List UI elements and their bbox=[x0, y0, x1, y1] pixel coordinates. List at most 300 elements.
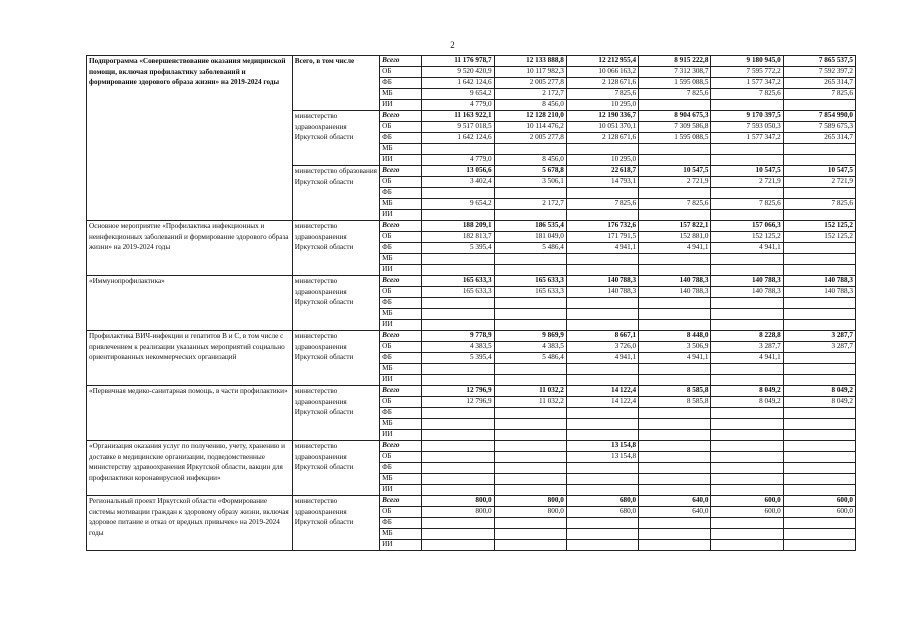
amount-cell bbox=[639, 463, 711, 474]
amount-cell bbox=[566, 309, 638, 320]
amount-cell: 265 314,7 bbox=[783, 78, 855, 89]
program-name: «Иммунопрофилактика» bbox=[87, 276, 293, 331]
amount-cell bbox=[783, 320, 855, 331]
amount-cell bbox=[639, 419, 711, 430]
amount-cell: 10 547,5 bbox=[639, 166, 711, 177]
funding-source: МБ bbox=[380, 254, 422, 265]
amount-cell bbox=[711, 540, 783, 551]
amount-cell bbox=[783, 155, 855, 166]
amount-cell: 7 593 050,3 bbox=[711, 122, 783, 133]
amount-cell: 7 865 537,5 bbox=[783, 56, 855, 67]
amount-cell bbox=[711, 210, 783, 221]
amount-cell bbox=[783, 430, 855, 441]
amount-cell bbox=[711, 474, 783, 485]
amount-cell: 13 154,8 bbox=[566, 452, 638, 463]
amount-cell bbox=[422, 375, 494, 386]
amount-cell bbox=[783, 474, 855, 485]
amount-cell: 182 813,7 bbox=[422, 232, 494, 243]
amount-cell: 5 486,4 bbox=[494, 353, 566, 364]
amount-cell: 14 122,4 bbox=[566, 397, 638, 408]
amount-cell: 3 287,7 bbox=[783, 331, 855, 342]
amount-cell: 5 486,4 bbox=[494, 243, 566, 254]
amount-cell: 14 122,4 bbox=[566, 386, 638, 397]
amount-cell: 8 915 222,8 bbox=[639, 56, 711, 67]
amount-cell bbox=[494, 210, 566, 221]
amount-cell bbox=[783, 463, 855, 474]
amount-cell bbox=[422, 364, 494, 375]
amount-cell: 265 314,7 bbox=[783, 133, 855, 144]
amount-cell: 10 295,0 bbox=[566, 155, 638, 166]
responsible-executor: министерство образования Иркутской области bbox=[292, 166, 379, 221]
table-row bbox=[87, 56, 856, 67]
amount-cell bbox=[783, 210, 855, 221]
amount-cell: 1 642 124,6 bbox=[422, 133, 494, 144]
funding-source: ИИ bbox=[380, 485, 422, 496]
funding-source: ИИ bbox=[380, 265, 422, 276]
amount-cell: 10 117 982,3 bbox=[494, 67, 566, 78]
responsible-executor: Всего, в том числе bbox=[292, 56, 379, 111]
amount-cell: 14 793,1 bbox=[566, 177, 638, 188]
amount-cell: 4 779,0 bbox=[422, 100, 494, 111]
amount-cell: 140 788,3 bbox=[639, 287, 711, 298]
amount-cell bbox=[494, 463, 566, 474]
amount-cell: 140 788,3 bbox=[783, 287, 855, 298]
amount-cell: 152 125,2 bbox=[711, 232, 783, 243]
amount-cell bbox=[711, 188, 783, 199]
amount-cell: 3 287,7 bbox=[783, 342, 855, 353]
amount-cell bbox=[783, 243, 855, 254]
table-row bbox=[87, 386, 856, 397]
funding-source: ИИ bbox=[380, 100, 422, 111]
amount-cell: 2 128 671,6 bbox=[566, 133, 638, 144]
amount-cell: 1 577 347,2 bbox=[711, 78, 783, 89]
amount-cell bbox=[783, 419, 855, 430]
amount-cell: 10 051 370,1 bbox=[566, 122, 638, 133]
amount-cell: 4 941,1 bbox=[566, 353, 638, 364]
amount-cell: 8 049,2 bbox=[783, 386, 855, 397]
funding-source: ФБ bbox=[380, 518, 422, 529]
amount-cell bbox=[711, 265, 783, 276]
amount-cell bbox=[422, 320, 494, 331]
funding-source: Всего bbox=[380, 276, 422, 287]
amount-cell: 5 395,4 bbox=[422, 243, 494, 254]
amount-cell bbox=[494, 309, 566, 320]
amount-cell bbox=[494, 441, 566, 452]
amount-cell bbox=[711, 518, 783, 529]
funding-source: ФБ bbox=[380, 298, 422, 309]
amount-cell: 9 778,9 bbox=[422, 331, 494, 342]
amount-cell bbox=[494, 265, 566, 276]
amount-cell: 3 726,0 bbox=[566, 342, 638, 353]
amount-cell: 7 589 675,3 bbox=[783, 122, 855, 133]
amount-cell: 165 633,3 bbox=[422, 276, 494, 287]
amount-cell bbox=[422, 144, 494, 155]
amount-cell bbox=[494, 419, 566, 430]
amount-cell bbox=[711, 452, 783, 463]
amount-cell: 2 128 671,6 bbox=[566, 78, 638, 89]
amount-cell bbox=[711, 441, 783, 452]
amount-cell: 680,0 bbox=[566, 496, 638, 507]
amount-cell: 2 721,9 bbox=[711, 177, 783, 188]
amount-cell bbox=[639, 265, 711, 276]
amount-cell bbox=[566, 518, 638, 529]
amount-cell bbox=[422, 430, 494, 441]
amount-cell: 5 678,8 bbox=[494, 166, 566, 177]
amount-cell bbox=[783, 298, 855, 309]
amount-cell: 2 172,7 bbox=[494, 199, 566, 210]
amount-cell bbox=[422, 254, 494, 265]
amount-cell bbox=[783, 408, 855, 419]
amount-cell: 4 383,5 bbox=[494, 342, 566, 353]
funding-source: ОБ bbox=[380, 507, 422, 518]
amount-cell: 600,0 bbox=[783, 496, 855, 507]
program-name: «Организация оказания услуг по получению, учету, хранению и доставке в медицинские организации, подведомственные министерству здравоохранения Иркутской области, вакцин для профилактики коронавирусной инфекции» bbox=[87, 441, 293, 496]
amount-cell bbox=[783, 364, 855, 375]
funding-source: Всего bbox=[380, 56, 422, 67]
amount-cell: 3 402,4 bbox=[422, 177, 494, 188]
amount-cell bbox=[494, 254, 566, 265]
amount-cell bbox=[566, 265, 638, 276]
amount-cell bbox=[639, 375, 711, 386]
amount-cell bbox=[422, 518, 494, 529]
amount-cell bbox=[783, 540, 855, 551]
responsible-executor: министерство здравоохранения Иркутской области bbox=[292, 386, 379, 441]
amount-cell bbox=[711, 364, 783, 375]
amount-cell bbox=[422, 540, 494, 551]
amount-cell: 7 309 586,8 bbox=[639, 122, 711, 133]
amount-cell: 800,0 bbox=[422, 496, 494, 507]
amount-cell bbox=[711, 529, 783, 540]
funding-source: ИИ bbox=[380, 155, 422, 166]
amount-cell: 4 941,1 bbox=[711, 353, 783, 364]
amount-cell bbox=[422, 463, 494, 474]
amount-cell bbox=[494, 298, 566, 309]
amount-cell bbox=[494, 518, 566, 529]
amount-cell bbox=[783, 529, 855, 540]
funding-source: Всего bbox=[380, 496, 422, 507]
amount-cell: 7 825,6 bbox=[566, 199, 638, 210]
amount-cell: 8 585,8 bbox=[639, 397, 711, 408]
funding-source: Всего bbox=[380, 331, 422, 342]
amount-cell: 2 721,9 bbox=[783, 177, 855, 188]
responsible-executor: министерство здравоохранения Иркутской области bbox=[292, 441, 379, 496]
amount-cell bbox=[494, 144, 566, 155]
budget-table bbox=[86, 55, 856, 551]
funding-source: ОБ bbox=[380, 232, 422, 243]
amount-cell: 8 456,0 bbox=[494, 100, 566, 111]
amount-cell bbox=[639, 144, 711, 155]
amount-cell bbox=[783, 452, 855, 463]
funding-source: МБ bbox=[380, 199, 422, 210]
amount-cell: 640,0 bbox=[639, 507, 711, 518]
amount-cell bbox=[639, 474, 711, 485]
amount-cell bbox=[711, 254, 783, 265]
amount-cell bbox=[566, 474, 638, 485]
funding-source: Всего bbox=[380, 111, 422, 122]
amount-cell: 157 822,1 bbox=[639, 221, 711, 232]
amount-cell: 8 904 675,3 bbox=[639, 111, 711, 122]
funding-source: МБ bbox=[380, 364, 422, 375]
amount-cell: 9 180 945,0 bbox=[711, 56, 783, 67]
amount-cell bbox=[422, 452, 494, 463]
amount-cell: 11 032,2 bbox=[494, 397, 566, 408]
amount-cell: 4 941,1 bbox=[639, 353, 711, 364]
amount-cell: 12 190 336,7 bbox=[566, 111, 638, 122]
amount-cell: 10 547,5 bbox=[783, 166, 855, 177]
amount-cell: 9 654,2 bbox=[422, 89, 494, 100]
amount-cell bbox=[639, 518, 711, 529]
amount-cell: 800,0 bbox=[422, 507, 494, 518]
amount-cell bbox=[566, 485, 638, 496]
amount-cell bbox=[783, 375, 855, 386]
funding-source: ФБ bbox=[380, 133, 422, 144]
amount-cell: 7 825,6 bbox=[566, 89, 638, 100]
amount-cell: 800,0 bbox=[494, 507, 566, 518]
amount-cell: 7 825,6 bbox=[783, 89, 855, 100]
amount-cell: 7 825,6 bbox=[639, 89, 711, 100]
amount-cell: 165 633,3 bbox=[494, 276, 566, 287]
funding-source: ИИ bbox=[380, 320, 422, 331]
amount-cell: 5 395,4 bbox=[422, 353, 494, 364]
amount-cell: 7 825,6 bbox=[783, 199, 855, 210]
amount-cell: 2 172,7 bbox=[494, 89, 566, 100]
funding-source: ФБ bbox=[380, 408, 422, 419]
amount-cell: 3 506,9 bbox=[639, 342, 711, 353]
amount-cell bbox=[783, 309, 855, 320]
amount-cell: 140 788,3 bbox=[783, 276, 855, 287]
amount-cell bbox=[422, 485, 494, 496]
amount-cell: 9 654,2 bbox=[422, 199, 494, 210]
funding-source: ОБ bbox=[380, 67, 422, 78]
program-name: Региональный проект Иркутской области «Формирование системы мотивации граждан к здоровому образу жизни, включая здоровое питание и отказ от вредных привычек» на 2019-2024 годы bbox=[87, 496, 293, 551]
amount-cell bbox=[422, 419, 494, 430]
amount-cell: 9 517 018,5 bbox=[422, 122, 494, 133]
amount-cell bbox=[422, 298, 494, 309]
amount-cell: 8 049,2 bbox=[711, 397, 783, 408]
amount-cell: 10 295,0 bbox=[566, 100, 638, 111]
amount-cell bbox=[566, 188, 638, 199]
amount-cell: 8 585,8 bbox=[639, 386, 711, 397]
amount-cell: 152 125,2 bbox=[783, 221, 855, 232]
amount-cell bbox=[639, 540, 711, 551]
program-name: «Первичная медико-санитарная помощь, в части профилактики» bbox=[87, 386, 293, 441]
table-row bbox=[87, 496, 856, 507]
amount-cell bbox=[566, 419, 638, 430]
funding-source: ОБ bbox=[380, 342, 422, 353]
amount-cell: 8 448,0 bbox=[639, 331, 711, 342]
amount-cell: 12 128 210,0 bbox=[494, 111, 566, 122]
amount-cell bbox=[422, 309, 494, 320]
amount-cell bbox=[422, 265, 494, 276]
amount-cell bbox=[566, 430, 638, 441]
amount-cell bbox=[639, 298, 711, 309]
amount-cell bbox=[422, 188, 494, 199]
amount-cell bbox=[783, 485, 855, 496]
amount-cell: 4 941,1 bbox=[639, 243, 711, 254]
amount-cell bbox=[783, 100, 855, 111]
amount-cell: 11 032,2 bbox=[494, 386, 566, 397]
amount-cell: 152 125,2 bbox=[783, 232, 855, 243]
amount-cell: 157 066,3 bbox=[711, 221, 783, 232]
amount-cell: 600,0 bbox=[711, 507, 783, 518]
amount-cell: 13 056,6 bbox=[422, 166, 494, 177]
amount-cell: 8 049,2 bbox=[783, 397, 855, 408]
amount-cell bbox=[639, 529, 711, 540]
amount-cell bbox=[783, 254, 855, 265]
funding-source: ФБ bbox=[380, 463, 422, 474]
responsible-executor: министерство здравоохранения Иркутской области bbox=[292, 111, 379, 166]
amount-cell bbox=[566, 529, 638, 540]
amount-cell bbox=[422, 474, 494, 485]
amount-cell bbox=[639, 188, 711, 199]
amount-cell: 2 721,9 bbox=[639, 177, 711, 188]
amount-cell: 4 779,0 bbox=[422, 155, 494, 166]
amount-cell: 12 212 955,4 bbox=[566, 56, 638, 67]
amount-cell bbox=[566, 298, 638, 309]
amount-cell bbox=[711, 298, 783, 309]
funding-source: МБ bbox=[380, 419, 422, 430]
amount-cell: 10 066 163,2 bbox=[566, 67, 638, 78]
amount-cell bbox=[494, 430, 566, 441]
funding-source: Всего bbox=[380, 441, 422, 452]
funding-source: ОБ bbox=[380, 397, 422, 408]
funding-source: ОБ bbox=[380, 452, 422, 463]
amount-cell: 8 228,8 bbox=[711, 331, 783, 342]
table-row bbox=[87, 276, 856, 287]
amount-cell: 600,0 bbox=[783, 507, 855, 518]
funding-source: ФБ bbox=[380, 78, 422, 89]
amount-cell bbox=[639, 254, 711, 265]
amount-cell: 22 618,7 bbox=[566, 166, 638, 177]
amount-cell: 10 114 476,2 bbox=[494, 122, 566, 133]
amount-cell: 12 796,9 bbox=[422, 386, 494, 397]
amount-cell bbox=[639, 320, 711, 331]
amount-cell: 171 791,5 bbox=[566, 232, 638, 243]
amount-cell bbox=[639, 155, 711, 166]
amount-cell bbox=[422, 210, 494, 221]
amount-cell bbox=[711, 375, 783, 386]
amount-cell bbox=[494, 452, 566, 463]
amount-cell bbox=[783, 144, 855, 155]
responsible-executor: министерство здравоохранения Иркутской области bbox=[292, 276, 379, 331]
amount-cell: 11 176 978,7 bbox=[422, 56, 494, 67]
amount-cell bbox=[783, 353, 855, 364]
amount-cell: 7 312 308,7 bbox=[639, 67, 711, 78]
funding-source: ИИ bbox=[380, 375, 422, 386]
amount-cell: 176 732,6 bbox=[566, 221, 638, 232]
amount-cell: 800,0 bbox=[494, 496, 566, 507]
amount-cell: 10 547,5 bbox=[711, 166, 783, 177]
amount-cell: 8 456,0 bbox=[494, 155, 566, 166]
amount-cell bbox=[711, 408, 783, 419]
amount-cell: 9 520 420,9 bbox=[422, 67, 494, 78]
amount-cell bbox=[566, 375, 638, 386]
amount-cell bbox=[639, 430, 711, 441]
amount-cell bbox=[566, 254, 638, 265]
amount-cell: 9 170 397,5 bbox=[711, 111, 783, 122]
amount-cell bbox=[422, 441, 494, 452]
amount-cell: 186 535,4 bbox=[494, 221, 566, 232]
program-name: Подпрограмма «Совершенствование оказания медицинской помощи, включая профилактику заболеваний и формирование здорового образа жизни» на 2019-2024 годы bbox=[87, 56, 293, 221]
amount-cell: 7 592 397,2 bbox=[783, 67, 855, 78]
amount-cell: 640,0 bbox=[639, 496, 711, 507]
amount-cell bbox=[711, 485, 783, 496]
amount-cell: 8 049,2 bbox=[711, 386, 783, 397]
amount-cell: 7 595 772,2 bbox=[711, 67, 783, 78]
amount-cell bbox=[711, 463, 783, 474]
program-name: Основное мероприятие «Профилактика инфекционных и неинфекционных заболеваний и формирование здорового образа жизни» на 2019-2024 годы bbox=[87, 221, 293, 276]
amount-cell: 140 788,3 bbox=[711, 276, 783, 287]
funding-source: Всего bbox=[380, 221, 422, 232]
amount-cell: 140 788,3 bbox=[711, 287, 783, 298]
amount-cell: 140 788,3 bbox=[639, 276, 711, 287]
responsible-executor: министерство здравоохранения Иркутской области bbox=[292, 331, 379, 386]
amount-cell bbox=[566, 210, 638, 221]
amount-cell bbox=[711, 309, 783, 320]
funding-source: ФБ bbox=[380, 353, 422, 364]
amount-cell bbox=[711, 144, 783, 155]
amount-cell bbox=[639, 485, 711, 496]
amount-cell: 1 642 124,6 bbox=[422, 78, 494, 89]
responsible-executor: министерство здравоохранения Иркутской области bbox=[292, 221, 379, 276]
funding-source: МБ bbox=[380, 529, 422, 540]
amount-cell bbox=[639, 441, 711, 452]
amount-cell bbox=[566, 463, 638, 474]
funding-source: ИИ bbox=[380, 430, 422, 441]
amount-cell: 1 595 088,5 bbox=[639, 78, 711, 89]
amount-cell bbox=[566, 144, 638, 155]
amount-cell: 8 667,1 bbox=[566, 331, 638, 342]
amount-cell bbox=[566, 540, 638, 551]
funding-source: ОБ bbox=[380, 287, 422, 298]
table-row bbox=[87, 331, 856, 342]
amount-cell bbox=[783, 265, 855, 276]
amount-cell bbox=[639, 210, 711, 221]
amount-cell bbox=[639, 408, 711, 419]
amount-cell bbox=[494, 364, 566, 375]
funding-source: Всего bbox=[380, 386, 422, 397]
funding-source: МБ bbox=[380, 144, 422, 155]
amount-cell bbox=[494, 540, 566, 551]
funding-source: МБ bbox=[380, 89, 422, 100]
amount-cell: 12 133 888,8 bbox=[494, 56, 566, 67]
amount-cell bbox=[783, 441, 855, 452]
amount-cell bbox=[494, 408, 566, 419]
amount-cell: 13 154,8 bbox=[566, 441, 638, 452]
amount-cell: 165 633,3 bbox=[494, 287, 566, 298]
funding-source: Всего bbox=[380, 166, 422, 177]
amount-cell bbox=[711, 320, 783, 331]
funding-source: ФБ bbox=[380, 188, 422, 199]
amount-cell: 2 005 277,8 bbox=[494, 133, 566, 144]
amount-cell: 165 633,3 bbox=[422, 287, 494, 298]
amount-cell: 11 163 922,1 bbox=[422, 111, 494, 122]
table-row bbox=[87, 221, 856, 232]
funding-source: ИИ bbox=[380, 540, 422, 551]
funding-source: ИИ bbox=[380, 210, 422, 221]
amount-cell bbox=[494, 320, 566, 331]
amount-cell: 4 941,1 bbox=[711, 243, 783, 254]
amount-cell: 7 825,6 bbox=[711, 89, 783, 100]
program-name: Профилактика ВИЧ-инфекции и гепатитов В и С, в том числе с привлечением к реализации указанных мероприятий социально ориентированных некоммерческих организаций bbox=[87, 331, 293, 386]
amount-cell bbox=[711, 419, 783, 430]
funding-source: ОБ bbox=[380, 122, 422, 133]
amount-cell: 4 941,1 bbox=[566, 243, 638, 254]
amount-cell: 680,0 bbox=[566, 507, 638, 518]
amount-cell: 7 854 990,0 bbox=[783, 111, 855, 122]
amount-cell bbox=[639, 452, 711, 463]
amount-cell: 188 209,1 bbox=[422, 221, 494, 232]
